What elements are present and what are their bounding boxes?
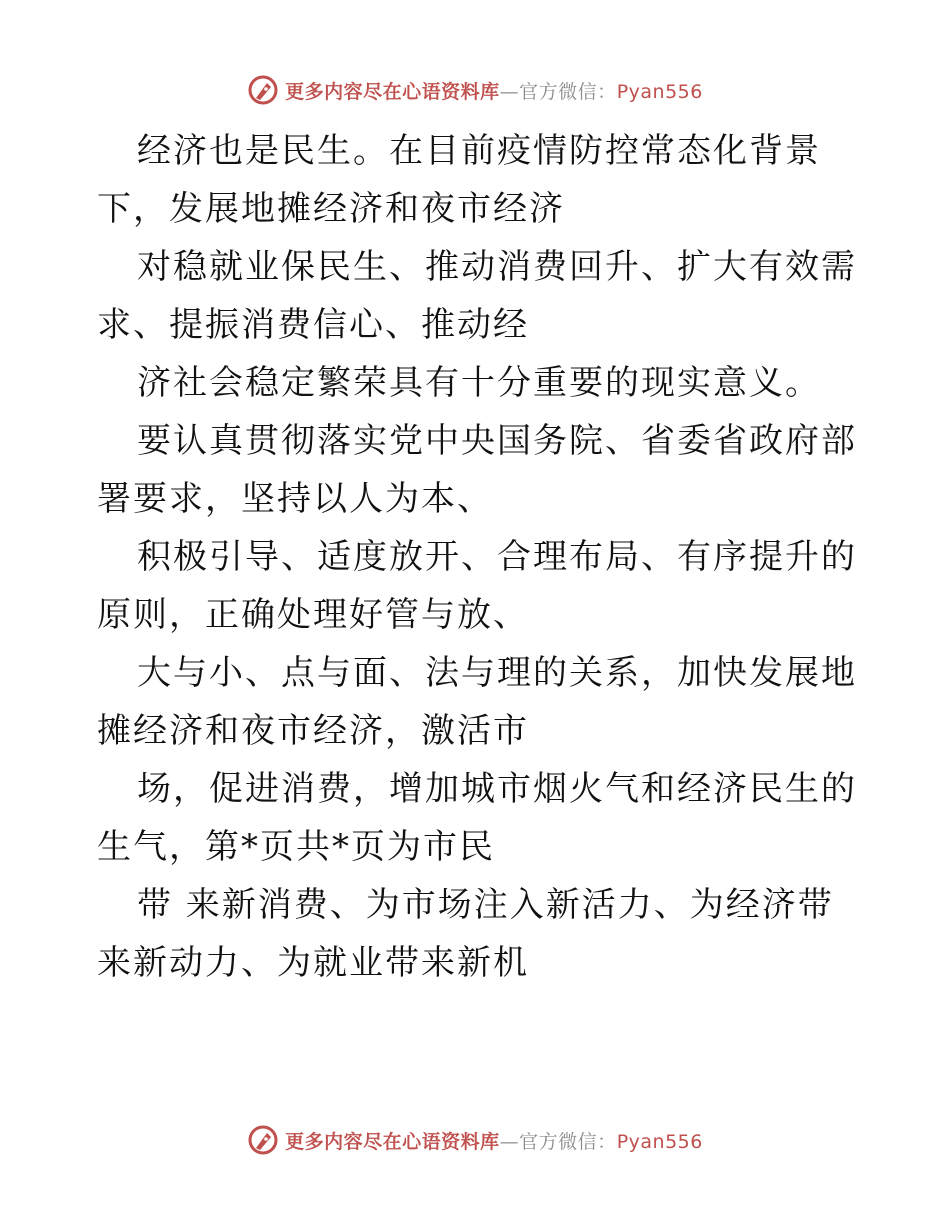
document-body xyxy=(97,122,857,992)
body-paragraph-2: 对稳就业保民生、推动消费回升、扩大有效需求、提振消费信心、推动经 xyxy=(97,247,857,345)
body-paragraph-8: 带 来新消费、为市场注入新活力、为经济带来新动力、为就业带来新机 xyxy=(97,885,834,983)
body-paragraph-4: 要认真贯彻落实党中央国务院、省委省政府部署要求，坚持以人为本、 xyxy=(97,421,857,519)
watermark-separator: — xyxy=(499,80,520,103)
body-paragraph-1: 经济也是民生。在目前疫情防控常态化背景下，发展地摊经济和夜市经济 xyxy=(97,131,821,229)
watermark-wechat-id: Pyan556 xyxy=(616,1130,703,1153)
watermark-wechat-label: 官方微信： xyxy=(519,1130,617,1153)
pen-nib-logo-icon xyxy=(247,1124,279,1156)
pen-nib-logo-icon xyxy=(247,74,279,106)
body-paragraph-7: 场，促进消费，增加城市烟火气和经济民生的生气，第*页共*页为市民 xyxy=(97,769,857,867)
body-paragraph-6: 大与小、点与面、法与理的关系，加快发展地摊经济和夜市经济，激活市 xyxy=(97,653,857,751)
header-watermark xyxy=(0,70,950,110)
watermark-separator: — xyxy=(499,1130,520,1153)
watermark-wechat-label: 官方微信： xyxy=(519,80,617,103)
body-paragraph-3: 济社会稳定繁荣具有十分重要的现实意义。 xyxy=(137,363,821,403)
footer-watermark xyxy=(0,1120,950,1160)
watermark-wechat-id: Pyan556 xyxy=(616,80,703,103)
body-paragraph-5: 积极引导、适度放开、合理布局、有序提升的原则，正确处理好管与放、 xyxy=(97,537,857,635)
watermark-main-text: 更多内容尽在心语资料库 xyxy=(285,1130,500,1153)
watermark-main-text: 更多内容尽在心语资料库 xyxy=(285,80,500,103)
